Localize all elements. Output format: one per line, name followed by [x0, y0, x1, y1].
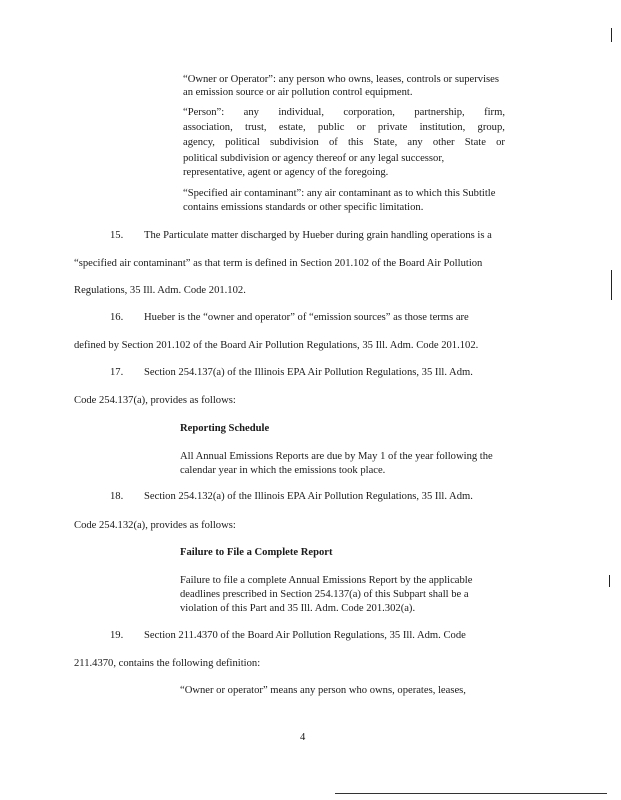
justified-word: firm,	[484, 107, 505, 118]
quote-owner-operator-line-1: “Owner or Operator”: any person who owns, leases, controls or supervises	[183, 74, 499, 85]
justified-word: political	[225, 137, 260, 148]
quote-person-line-4: political subdivision or agency thereof or any legal successor,	[183, 153, 445, 164]
justified-word: trust,	[245, 122, 267, 133]
quote-person-line-2	[183, 122, 505, 133]
page-number: 4	[300, 732, 306, 743]
justified-word: agency,	[183, 137, 215, 148]
para-17-number: 17.	[110, 367, 124, 378]
justified-word: this	[347, 137, 364, 148]
quote-owner-operator-line-2: an emission source or air pollution control equipment.	[183, 87, 413, 98]
justified-word: estate,	[278, 122, 306, 133]
para-16-number: 16.	[110, 312, 124, 323]
justified-word: association,	[183, 122, 233, 133]
reporting-schedule-heading: Reporting Schedule	[180, 423, 270, 434]
para-18-quote-line-3: violation of this Part and 35 Ill. Adm. Code 201.302(a).	[180, 603, 416, 614]
para-16-line-2: defined by Section 201.102 of the Board Air Pollution Regulations, 35 Ill. Adm. Code 201.102.	[74, 340, 479, 351]
para-19-number: 19.	[110, 630, 124, 641]
para-17-quote-line-2: calendar year in which the emissions took place.	[180, 465, 386, 476]
scan-edge-mark	[611, 270, 612, 300]
quote-person-line-3	[183, 137, 505, 148]
para-15-number: 15.	[110, 230, 124, 241]
justified-word: partnership,	[414, 107, 465, 118]
para-17-quote-line-1: All Annual Emissions Reports are due by May 1 of the year following the	[180, 451, 493, 462]
justified-word: any	[407, 137, 423, 148]
justified-word: private	[377, 122, 408, 133]
justified-word: any	[243, 107, 259, 118]
bottom-rule	[335, 793, 607, 794]
justified-word: institution,	[419, 122, 466, 133]
para-15-line-2: “specified air contaminant” as that term is defined in Section 201.102 of the Board Air Pollution	[74, 258, 483, 269]
justified-word: individual,	[278, 107, 324, 118]
para-17-line-1: Section 254.137(a) of the Illinois EPA Air Pollution Regulations, 35 Ill. Adm.	[144, 367, 473, 378]
para-18-line-1: Section 254.132(a) of the Illinois EPA Air Pollution Regulations, 35 Ill. Adm.	[144, 491, 473, 502]
para-18-quote-line-2: deadlines prescribed in Section 254.137(a) of this Subpart shall be a	[180, 589, 469, 600]
justified-word: “Person”:	[183, 107, 225, 118]
justified-word: or	[496, 137, 505, 148]
quote-person-line-5: representative, agent or agency of the foregoing.	[183, 167, 389, 178]
quote-specified-line-1: “Specified air contaminant”: any air contaminant as to which this Subtitle	[183, 188, 496, 199]
justified-word: subdivision	[269, 137, 319, 148]
para-19-line-2: 211.4370, contains the following definition:	[74, 658, 261, 669]
para-15-line-1: The Particulate matter discharged by Hueber during grain handling operations is a	[144, 230, 492, 241]
para-15-line-3: Regulations, 35 Ill. Adm. Code 201.102.	[74, 285, 246, 296]
quote-person-line-1	[183, 107, 505, 118]
justified-word: of	[328, 137, 338, 148]
para-19-line-1: Section 211.4370 of the Board Air Pollution Regulations, 35 Ill. Adm. Code	[144, 630, 466, 641]
para-18-quote-line-1: Failure to file a complete Annual Emissions Report by the applicable	[180, 575, 473, 586]
justified-word: public	[317, 122, 345, 133]
justified-word: State	[464, 137, 486, 148]
scan-edge-mark	[611, 28, 612, 42]
failure-to-file-heading: Failure to File a Complete Report	[180, 547, 333, 558]
para-18-line-2: Code 254.132(a), provides as follows:	[74, 520, 236, 531]
justified-word: corporation,	[343, 107, 395, 118]
para-16-line-1: Hueber is the “owner and operator” of “emission sources” as those terms are	[144, 312, 469, 323]
justified-word: group,	[477, 122, 505, 133]
justified-word: State,	[373, 137, 398, 148]
para-19-quote-line-1: “Owner or operator” means any person who owns, operates, leases,	[180, 685, 466, 696]
scan-edge-mark	[609, 575, 610, 587]
quote-specified-line-2: contains emissions standards or other specific limitation.	[183, 202, 424, 213]
para-17-line-2: Code 254.137(a), provides as follows:	[74, 395, 236, 406]
justified-word: or	[356, 122, 366, 133]
justified-word: other	[432, 137, 455, 148]
para-18-number: 18.	[110, 491, 124, 502]
